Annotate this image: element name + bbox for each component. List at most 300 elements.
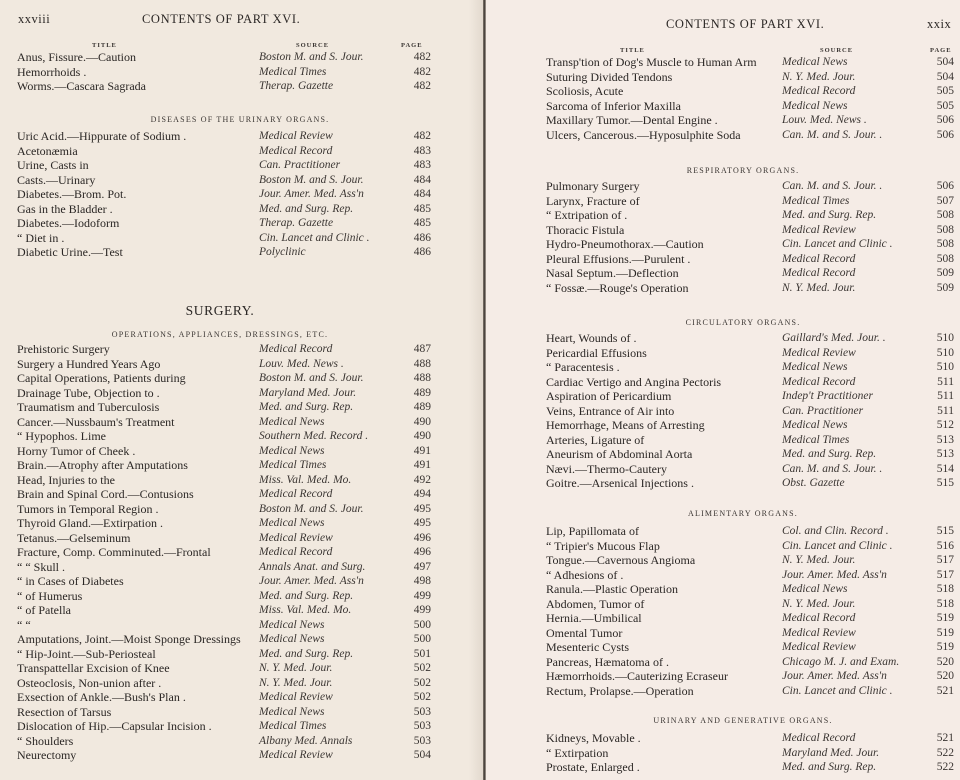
entry-source: Medical News [782,419,848,431]
entry-page-number: 491 [413,444,431,457]
entry-source: Medical Record [782,85,856,97]
left-folio: xxviii [18,12,51,26]
entry-source: Therap. Gazette [259,80,334,92]
entry-source: N. Y. Med. Jour. [782,281,856,294]
entry-title: Pancreas, Hæmatoma of . [546,654,669,669]
toc-entry [17,603,431,618]
entry-title: “ of Humerus [17,588,83,603]
toc-entry [546,611,956,626]
entry-title: Surgery a Hundred Years Ago [17,356,161,371]
toc-entry [546,582,956,597]
left-group-1 [17,129,431,260]
toc-entry [17,342,431,357]
entry-title: Thyroid Gland.—Extirpation . [17,516,163,530]
entry-source: Med. and Surg. Rep. [259,647,354,660]
entry-title: Transpattellar Excision of Knee [17,661,170,675]
entry-page-number: 516 [936,539,954,552]
entry-source: Boston M. and S. Jour. [259,51,364,63]
entry-page-number: 488 [413,357,431,370]
toc-entry [17,230,431,246]
toc-entry [546,447,956,462]
entry-page-number: 510 [936,361,954,373]
entry-source: Albany Med. Annals [259,734,353,747]
toc-entry [546,194,956,209]
left-running-head: CONTENTS OF PART XVI. [142,12,301,26]
entry-source: Obst. Gazette [782,477,845,489]
entry-page-number: 511 [937,404,954,417]
entry-title: Hydro-Pneumothorax.—Caution [546,237,704,251]
entry-source: Medical News [782,56,848,68]
entry-page-number: 490 [413,430,431,442]
entry-title: “ Fossæ.—Rouge's Operation [546,280,689,295]
entry-page-number: 510 [936,346,954,359]
entry-title: Drainage Tube, Objection to . [17,385,160,400]
entry-page-number: 485 [413,202,431,215]
entry-source: Medical Review [782,223,856,236]
entry-title: Nævi.—Thermo-Cautery [546,461,667,476]
entry-source: Annals Anat. and Surg. [259,560,366,573]
right-group-2 [546,331,956,491]
entry-page-number: 509 [936,267,954,279]
entry-title: “ Hip-Joint.—Sub-Periosteal [17,646,156,661]
entry-page-number: 506 [936,128,954,141]
entry-source: Can. M. and S. Jour. . [782,128,883,141]
entry-page-number: 507 [936,194,954,207]
entry-source: Jour. Amer. Med. Ass'n [259,575,364,587]
toc-entry [546,179,956,194]
entry-title: “ Extirpation [546,745,609,760]
entry-title: “ Tripier's Mucous Flap [546,538,660,553]
toc-entry [546,684,956,699]
toc-entry [17,201,431,217]
right-folio: xxix [927,17,952,31]
entry-source: Medical Record [782,375,856,388]
entry-title: Pericardial Effusions [546,345,647,360]
entry-title: Ulcers, Cancerous.—Hyposulphite Soda [546,127,741,142]
toc-entry [17,646,431,662]
toc-entry [546,389,956,404]
entry-title: Hemorrhoids . [17,64,87,79]
toc-entry [17,245,431,260]
left-col-source-header: SOURCE [296,42,330,49]
entry-title: “ in Cases of Diabetes [17,574,124,588]
entry-page-number: 508 [936,252,954,265]
entry-page-number: 489 [413,386,431,399]
toc-entry [546,346,956,361]
entry-title: “ “ Skull . [17,559,65,574]
entry-title: Diabetic Urine.—Test [17,245,123,259]
toc-entry [17,501,431,517]
toc-entry [17,429,431,444]
right-page [483,0,960,780]
toc-entry [17,472,431,488]
toc-entry [17,158,431,173]
toc-entry [546,655,956,670]
entry-title: Maxillary Tumor.—Dental Engine . [546,113,718,127]
entry-page-number: 497 [413,560,431,573]
toc-entry [546,418,956,433]
entry-title: Worms.—Cascara Sagrada [17,79,146,93]
section-heading-circulatory: CIRCULATORY ORGANS. [685,318,801,327]
right-group-0 [546,55,956,142]
toc-entry [17,661,431,676]
toc-entry [17,675,431,691]
entry-source: Medical News [259,705,325,718]
toc-entry [546,281,956,296]
entry-source: Medical News [259,633,325,645]
entry-page-number: 515 [936,525,954,537]
entry-page-number: 521 [936,684,954,697]
entry-source: Jour. Amer. Med. Ass'n [259,188,364,200]
entry-source: N. Y. Med. Jour. [259,662,333,674]
entry-page-number: 495 [413,502,431,515]
entry-title: Transp'tion of Dog's Muscle to Human Arm [546,55,757,69]
entry-source: Cin. Lancet and Clinic . [782,539,893,552]
entry-title: Horny Tumor of Cheek . [17,443,136,458]
entry-page-number: 483 [413,159,431,171]
toc-entry [17,719,431,734]
toc-entry [546,568,956,583]
entry-title: Casts.—Urinary [17,172,96,187]
entry-page-number: 503 [413,720,431,732]
entry-title: “ Diet in . [17,230,65,245]
toc-entry [17,487,431,502]
toc-entry [546,553,956,568]
toc-entry [546,404,956,419]
entry-title: Arteries, Ligature of [546,432,645,447]
entry-source: Medical Review [259,531,333,544]
entry-title: Brain and Spinal Cord.—Contusions [17,487,194,501]
toc-entry [17,516,431,531]
entry-page-number: 519 [936,626,954,639]
entry-page-number: 484 [413,173,431,186]
entry-title: Larynx, Fracture of [546,193,640,208]
entry-title: Heart, Wounds of . [546,331,637,345]
entry-source: Cin. Lancet and Clinic . [782,684,893,697]
entry-title: “ Adhesions of . [546,567,624,582]
entry-page-number: 482 [413,65,431,78]
entry-page-number: 492 [413,473,431,486]
entry-page-number: 504 [936,70,954,83]
entry-source: Gaillard's Med. Jour. . [782,332,886,344]
entry-page-number: 511 [937,375,954,388]
entry-page-number: 505 [936,85,954,97]
right-col-source-header: SOURCE [820,47,854,54]
entry-page-number: 484 [413,188,431,200]
toc-entry [546,208,956,223]
toc-entry [17,216,431,231]
toc-entry [546,462,956,477]
entry-source: Medical News [782,99,848,112]
section-heading-alimentary: ALIMENTARY ORGANS. [688,509,798,518]
entry-page-number: 486 [413,246,431,258]
entry-source: N. Y. Med. Jour. [259,676,333,689]
entry-page-number: 491 [413,459,431,471]
entry-title: Rectum, Prolapse.—Operation [546,683,694,698]
entry-page-number: 520 [936,670,954,682]
toc-entry [17,559,431,575]
entry-source: Medical Review [259,749,333,761]
entry-page-number: 519 [936,612,954,624]
entry-title: “ of Patella [17,603,71,617]
entry-page-number: 495 [413,517,431,529]
toc-entry [546,237,956,252]
entry-source: Medical Record [782,267,856,279]
entry-source: Col. and Clin. Record . [782,525,889,537]
entry-title: Nasal Septum.—Deflection [546,266,679,280]
left-group-0 [17,50,431,94]
toc-entry [17,704,431,720]
right-group-1 [546,179,956,295]
entry-title: Uric Acid.—Hippurate of Sodium . [17,129,187,143]
entry-title: Dislocation of Hip.—Capsular Incision . [17,719,212,733]
entry-source: Can. M. and S. Jour. . [782,180,883,192]
toc-entry [17,545,431,560]
entry-page-number: 482 [413,80,431,92]
entry-source: Med. and Surg. Rep. [259,589,354,602]
entry-page-number: 499 [413,604,431,616]
book-gutter [483,0,486,780]
entry-title: Diabetes.—Iodoform [17,216,120,230]
toc-entry [546,760,956,775]
toc-entry [546,731,956,746]
toc-entry [17,414,431,430]
entry-page-number: 510 [936,332,954,344]
entry-page-number: 503 [413,705,431,718]
entry-title: Ranula.—Plastic Operation [546,582,678,596]
section-heading-urinary: DISEASES OF THE URINARY ORGANS. [150,115,330,124]
entry-source: Med. and Surg. Rep. [782,448,877,460]
entry-source: Medical Review [259,691,333,703]
entry-source: N. Y. Med. Jour. [782,70,856,83]
right-col-page-header: PAGE [930,47,952,54]
toc-entry [17,617,431,633]
toc-entry [17,690,431,705]
entry-page-number: 512 [936,419,954,431]
entry-page-number: 502 [413,676,431,689]
entry-page-number: 514 [936,462,954,475]
entry-source: Medical Times [782,194,850,207]
entry-page-number: 490 [413,415,431,428]
entry-source: Cin. Lancet and Clinic . [782,238,893,250]
entry-page-number: 513 [936,448,954,460]
toc-entry [546,252,956,267]
toc-entry [546,128,956,143]
entry-title: Pulmonary Surgery [546,179,640,193]
entry-source: Medical Record [782,612,856,624]
entry-source: Louv. Med. News . [782,114,867,126]
entry-source: Medical Record [782,252,856,265]
entry-source: Louv. Med. News . [259,357,344,370]
entry-page-number: 521 [936,732,954,744]
entry-source: Boston M. and S. Jour. [259,173,364,186]
entry-source: Maryland Med. Jour. [782,746,880,759]
entry-page-number: 518 [936,583,954,595]
entry-title: Tongue.—Cavernous Angioma [546,553,696,567]
toc-entry [546,113,956,128]
entry-page-number: 499 [413,589,431,602]
entry-title: Omental Tumor [546,625,623,640]
entry-title: Osteoclosis, Non-union after . [17,675,162,690]
entry-title: “ Hypophos. Lime [17,429,106,443]
entry-title: Kidneys, Movable . [546,731,641,745]
toc-entry [17,748,431,763]
left-col-title-header: TITLE [92,42,117,49]
entry-title: Abdomen, Tumor of [546,596,645,611]
entry-title: Neurectomy [17,748,77,762]
entry-page-number: 500 [413,633,431,645]
left-col-page-header: PAGE [401,42,423,49]
entry-source: N. Y. Med. Jour. [782,597,856,610]
right-col-title-header: TITLE [620,47,645,54]
entry-source: Medical Times [259,459,327,471]
toc-entry [546,669,956,684]
entry-page-number: 504 [413,749,431,761]
entry-source: Medical News [259,618,325,631]
toc-entry [17,79,431,94]
entry-source: Southern Med. Record . [259,430,369,442]
toc-entry [546,626,956,641]
entry-title: Hernia.—Umbilical [546,611,642,625]
entry-title: Tumors in Temporal Region . [17,501,159,516]
entry-source: Medical Review [782,641,856,653]
entry-source: Cin. Lancet and Clinic . [259,231,370,244]
entry-page-number: 498 [413,575,431,587]
entry-title: Lip, Papillomata of [546,524,639,538]
toc-entry [17,458,431,473]
entry-page-number: 519 [936,641,954,653]
entry-page-number: 488 [413,372,431,384]
entry-page-number: 489 [413,401,431,413]
entry-page-number: 508 [936,238,954,250]
entry-title: Hemorrhage, Means of Arresting [546,418,705,432]
entry-source: Can. Practitioner [782,404,864,417]
entry-page-number: 508 [936,209,954,221]
entry-page-number: 508 [936,223,954,236]
entry-title: Fracture, Comp. Comminuted.—Frontal [17,545,211,559]
entry-title: Exsection of Ankle.—Bush's Plan . [17,690,186,704]
entry-title: Anus, Fissure.—Caution [17,50,137,64]
toc-entry [17,400,431,415]
entry-source: Therap. Gazette [259,217,334,229]
toc-entry [546,539,956,554]
entry-title: Urine, Casts in [17,158,89,172]
entry-page-number: 501 [413,647,431,660]
entry-page-number: 518 [936,597,954,610]
section-heading-urinary-generative: URINARY AND GENERATIVE ORGANS. [653,716,833,725]
toc-entry [17,588,431,604]
entry-title: Thoracic Fistula [546,222,625,237]
toc-entry [17,632,431,647]
entry-source: Medical Review [782,346,856,359]
entry-page-number: 503 [413,734,431,747]
entry-source: Med. and Surg. Rep. [782,761,877,773]
entry-source: Polyclinic [259,246,306,258]
entry-source: Medical Review [259,130,333,142]
entry-title: Acetonæmia [17,143,78,158]
entry-source: Medical News [259,415,325,428]
entry-title: Prehistoric Surgery [17,342,110,356]
entry-page-number: 485 [413,217,431,229]
major-heading-surgery: SURGERY. [185,303,255,318]
entry-source: Medical Times [782,433,850,446]
entry-title: “ Shoulders [17,733,74,748]
entry-source: Med. and Surg. Rep. [259,401,354,413]
entry-title: Prostate, Enlarged . [546,760,640,774]
entry-page-number: 496 [413,531,431,544]
toc-entry [546,597,956,612]
entry-source: Medical Review [782,626,856,639]
toc-entry [17,443,431,459]
toc-entry [17,64,431,80]
entry-source: Maryland Med. Jour. [259,386,357,399]
entry-source: Medical Record [259,144,333,157]
entry-title: Aneurism of Abdominal Aorta [546,447,693,461]
entry-source: Med. and Surg. Rep. [782,209,877,221]
entry-title: Brain.—Atrophy after Amputations [17,458,188,472]
right-group-3 [546,524,956,698]
entry-title: Traumatism and Tuberculosis [17,400,160,414]
entry-page-number: 482 [413,130,431,142]
toc-entry [546,375,956,390]
entry-page-number: 517 [936,554,954,566]
entry-source: Can. Practitioner [259,159,341,171]
entry-page-number: 506 [936,180,954,192]
toc-entry [546,223,956,238]
entry-title: “ “ [17,617,31,632]
toc-entry [17,385,431,401]
entry-page-number: 482 [413,51,431,63]
toc-entry [546,640,956,655]
entry-source: Medical News [259,444,325,457]
entry-page-number: 515 [936,477,954,489]
toc-entry [17,187,431,202]
entry-source: N. Y. Med. Jour. [782,554,856,566]
entry-title: Sarcoma of Inferior Maxilla [546,98,681,113]
entry-title: Hæmorrhoids.—Cauterizing Ecraseur [546,669,728,683]
toc-entry [17,733,431,749]
entry-title: Suturing Divided Tendons [546,69,673,84]
entry-page-number: 517 [936,568,954,581]
entry-page-number: 505 [936,99,954,112]
entry-page-number: 483 [413,144,431,157]
entry-source: Medical News [782,583,848,595]
entry-source: Medical News [259,517,325,529]
toc-entry [546,433,956,448]
entry-title: Head, Injuries to the [17,472,115,487]
entry-title: Capital Operations, Patients during [17,371,186,385]
entry-title: Gas in the Bladder . [17,201,113,216]
entry-title: Pleural Effusions.—Purulent . [546,251,691,266]
entry-source: Miss. Val. Med. Mo. [259,473,352,486]
entry-title: Cardiac Vertigo and Angina Pectoris [546,374,722,389]
entry-title: “ Paracentesis . [546,360,620,374]
entry-page-number: 513 [936,433,954,446]
toc-entry [17,574,431,589]
entry-source: Medical Record [259,546,333,558]
entry-title: Diabetes.—Brom. Pot. [17,187,127,201]
toc-entry [17,143,431,159]
toc-entry [546,70,956,85]
toc-entry [546,266,956,281]
entry-source: Medical Times [259,65,327,78]
entry-source: Med. and Surg. Rep. [259,202,354,215]
entry-title: “ Extripation of . [546,208,628,222]
entry-page-number: 522 [936,761,954,773]
entry-source: Medical Record [782,732,856,744]
toc-entry [17,356,431,372]
entry-page-number: 511 [937,390,954,402]
